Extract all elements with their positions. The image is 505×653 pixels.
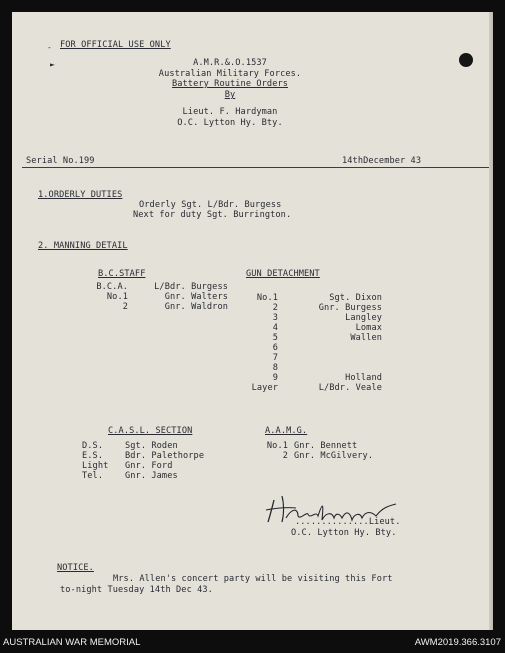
bc-staff-heading: B.C.STAFF (98, 269, 146, 279)
order-title: Battery Routine Orders (171, 79, 289, 89)
aamg-row-name: Gnr. Bennett (294, 441, 358, 451)
footer-institution: AUSTRALIAN WAR MEMORIAL (3, 637, 141, 648)
gun-detachment-row-role: 5 (272, 333, 278, 343)
signature-unit: O.C. Lytton Hy. Bty. (291, 528, 397, 538)
gun-detachment-row-role: 3 (272, 313, 278, 323)
next-for-duty: Next for duty Sgt. Burrington. (133, 210, 292, 220)
section-2-heading: 2. MANNING DETAIL (38, 241, 128, 251)
gun-detachment-row-role: 7 (272, 353, 278, 363)
document-page (12, 12, 493, 630)
casl-row-name: Gnr. Ford (125, 461, 173, 471)
serial-number: Serial No.199 (26, 156, 95, 166)
officer-unit: O.C. Lytton Hy. Bty. (177, 118, 283, 128)
gun-detachment-row-name: L/Bdr. Veale (318, 383, 382, 393)
aamg-row-role: No.1 (266, 441, 288, 451)
gun-detachment-row-name: Gnr. Burgess (318, 303, 382, 313)
gun-detachment-row-role: 8 (272, 363, 278, 373)
bc-staff-row-role: 2 (122, 302, 128, 312)
aamg-row-role: 2 (282, 451, 288, 461)
by-line: By (224, 90, 236, 100)
gun-detachment-row-role: 4 (272, 323, 278, 333)
gun-detachment-row-name: Lomax (355, 323, 382, 333)
casl-row-name: Bdr. Palethorpe (125, 451, 205, 461)
gun-detachment-heading: GUN DETACHMENT (246, 269, 320, 279)
casl-row-name: Sgt. Roden (125, 441, 178, 451)
officer-name: Lieut. F. Hardyman (182, 107, 278, 117)
gun-detachment-row-name: Holland (345, 373, 382, 383)
arrow-mark: ► (50, 60, 55, 69)
bc-staff-row-role: B.C.A. (96, 282, 128, 292)
casl-row-name: Gnr. James (125, 471, 178, 481)
casl-row-role: D.S. (82, 441, 104, 451)
gun-detachment-row-name: Langley (345, 313, 382, 323)
gun-detachment-row-role: 2 (272, 303, 278, 313)
gun-detachment-row-role: 6 (272, 343, 278, 353)
serial-date: 14thDecember 43 (342, 156, 422, 166)
casl-row-role: E.S. (82, 451, 104, 461)
bc-staff-row-name: L/Bdr. Burgess (154, 282, 228, 292)
gun-detachment-row-role: No.1 (256, 293, 278, 303)
gun-detachment-row-name: Wallen (350, 333, 382, 343)
casl-row-role: Light (82, 461, 109, 471)
casl-row-role: Tel. (82, 471, 104, 481)
casl-section-heading: C.A.S.L. SECTION (108, 426, 193, 436)
gun-detachment-row-role: Layer (251, 383, 278, 393)
gun-detachment-row-role: 9 (272, 373, 278, 383)
gun-detachment-row-name: Sgt. Dixon (329, 293, 382, 303)
bc-staff-row-role: No.1 (106, 292, 128, 302)
bullet-mark: - (47, 43, 52, 52)
serial-rule (22, 167, 492, 168)
notice-heading: NOTICE. (57, 563, 94, 573)
classification-label: FOR OFFICIAL USE ONLY (60, 40, 171, 50)
punch-hole (459, 53, 473, 67)
notice-line-1: Mrs. Allen's concert party will be visiting this Fort (113, 574, 393, 584)
footer-accession: AWM2019.366.3107 (414, 637, 501, 648)
notice-line-2: to-night Tuesday 14th Dec 43. (60, 585, 213, 595)
section-1-heading: 1.ORDERLY DUTIES (38, 190, 123, 200)
forces-line: Australian Military Forces. (158, 69, 302, 79)
bc-staff-row-name: Gnr. Waldron (164, 302, 228, 312)
aamg-row-name: Gnr. McGilvery. (294, 451, 374, 461)
bc-staff-row-name: Gnr. Walters (164, 292, 228, 302)
order-reference: A.M.R.&.O.1537 (193, 58, 267, 68)
orderly-sergeant: Orderly Sgt. L/Bdr. Burgess (139, 200, 282, 210)
signature-dots: ..............Lieut. (295, 517, 401, 527)
aamg-heading: A.A.M.G. (265, 426, 308, 436)
